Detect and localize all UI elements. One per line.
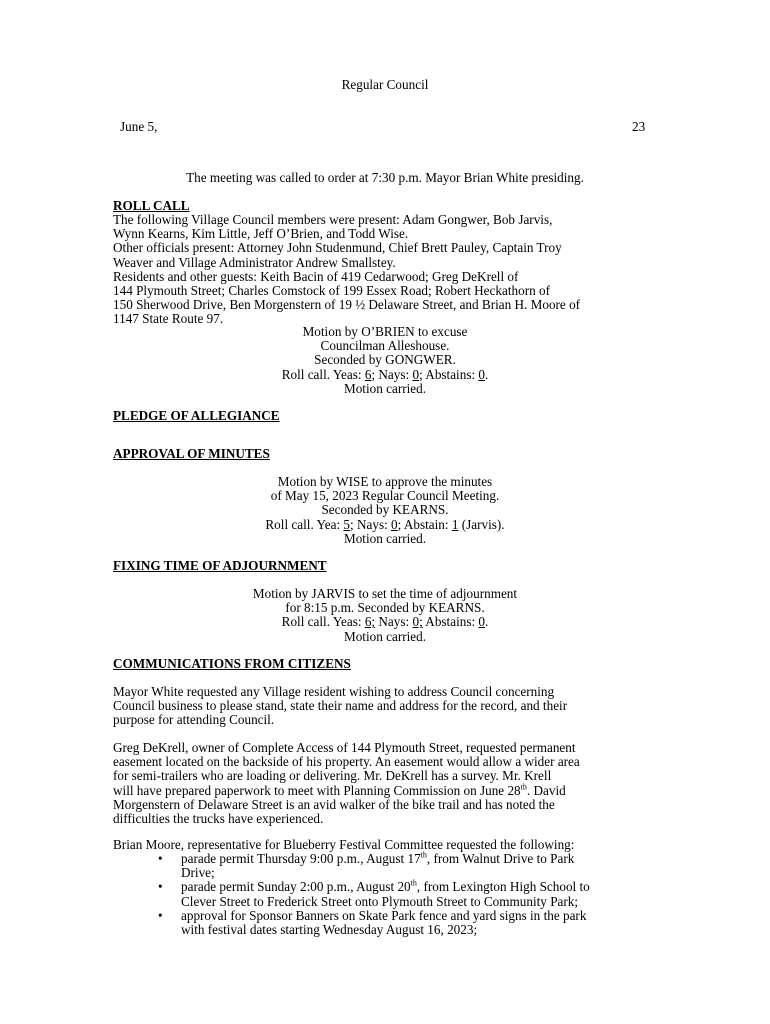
nays-count: 0 bbox=[412, 366, 420, 382]
vote-label: Abstains: bbox=[422, 614, 479, 630]
motion-line: Motion by JARVIS to set the time of adjournment bbox=[252, 586, 518, 601]
text-run: parade permit Thursday 9:00 p.m., August 17 bbox=[181, 851, 421, 866]
paragraph-line: Mayor White requested any Village resident wishing to address Council concerning bbox=[113, 684, 555, 699]
bullet-icon: • bbox=[158, 879, 163, 895]
list-item-line: Clever Street to Frederick Street onto Plymouth Street to Community Park; bbox=[181, 893, 579, 909]
festival-request-list bbox=[158, 852, 658, 937]
vote-label: Roll call. Yeas: bbox=[281, 366, 365, 382]
motion-line: Seconded by GONGWER. bbox=[314, 352, 456, 368]
document-title: Regular Council bbox=[341, 77, 429, 92]
bullet-icon: • bbox=[158, 907, 163, 923]
vote-label: ; Abstain: bbox=[397, 516, 452, 532]
roll-call-line: 1147 State Route 97. bbox=[113, 311, 224, 327]
bullet-icon: • bbox=[158, 851, 163, 866]
vote-suffix: . bbox=[485, 366, 489, 382]
vote-label: Roll call. Yea: bbox=[265, 516, 344, 532]
motion-line: Councilman Alleshouse. bbox=[320, 338, 450, 354]
yeas-count: 6; bbox=[364, 614, 376, 630]
vote-label: ; Abstains: bbox=[419, 366, 479, 382]
page-number: 23 bbox=[632, 119, 646, 134]
list-item-line: Drive; bbox=[181, 865, 215, 881]
communications-heading: COMMUNICATIONS FROM CITIZENS bbox=[113, 656, 351, 671]
pledge-heading: PLEDGE OF ALLEGIANCE bbox=[113, 408, 280, 423]
roll-call-line: The following Village Council members were present: Adam Gongwer, Bob Jarvis, bbox=[113, 212, 553, 227]
list-item bbox=[158, 880, 658, 908]
roll-call-vote bbox=[0, 518, 770, 532]
roll-call-line: Other officials present: Attorney John Studenmund, Chief Brett Pauley, Captain Troy bbox=[113, 240, 562, 256]
text-run: will have prepared paperwork to meet with Planning Commission on June 28 bbox=[113, 782, 521, 798]
list-item-line: with festival dates starting Wednesday August 16, 2023; bbox=[181, 922, 478, 938]
text-run: . David bbox=[526, 782, 566, 798]
meeting-date: June 5, bbox=[120, 119, 158, 134]
abstains-count: 0 bbox=[478, 614, 486, 630]
nays-count: 0 bbox=[391, 516, 398, 532]
motion-minutes bbox=[0, 475, 770, 546]
vote-label: Nays: bbox=[375, 614, 413, 630]
roll-call-heading: ROLL CALL bbox=[113, 198, 190, 213]
text-run: approval for Sponsor Banners on Skate Park fence and yard signs in the park bbox=[181, 907, 587, 923]
roll-call-line: 144 Plymouth Street; Charles Comstock of 199 Essex Road; Robert Heckathorn of bbox=[113, 283, 550, 299]
adjournment-heading: FIXING TIME OF ADJOURNMENT bbox=[113, 558, 327, 573]
ordinal-suffix: th bbox=[520, 782, 527, 792]
communications-paragraph-2 bbox=[113, 741, 658, 826]
roll-call-line: 150 Sherwood Drive, Ben Morgenstern of 19 ½ Delaware Street, and Brian H. Moore of bbox=[113, 297, 581, 313]
motion-result: Motion carried. bbox=[343, 380, 427, 396]
nays-count: 0; bbox=[412, 614, 423, 630]
list-item-line bbox=[181, 909, 658, 923]
paragraph-line: Morgenstern of Delaware Street is an avid walker of the bike trail and has noted the bbox=[113, 796, 555, 812]
paragraph-line: Council business to please stand, state their name and address for the record, and their bbox=[113, 698, 568, 714]
abstains-count: 1 bbox=[451, 516, 459, 532]
list-item-line bbox=[181, 880, 658, 894]
list-item bbox=[158, 852, 658, 880]
motion-result: Motion carried. bbox=[343, 628, 427, 644]
list-item bbox=[158, 909, 658, 937]
paragraph-line bbox=[113, 784, 658, 798]
vote-suffix: . bbox=[485, 614, 489, 630]
paragraph-line: difficulties the trucks have experienced. bbox=[113, 811, 324, 827]
roll-call-line: Wynn Kearns, Kim Little, Jeff O’Brien, and Todd Wise. bbox=[113, 226, 409, 242]
ordinal-suffix: th bbox=[420, 850, 427, 860]
opening-statement: The meeting was called to order at 7:30 p.m. Mayor Brian White presiding. bbox=[186, 170, 584, 185]
roll-call-vote bbox=[0, 368, 770, 382]
roll-call-vote bbox=[0, 615, 770, 629]
vote-label: ; Nays: bbox=[371, 366, 413, 382]
paragraph-line: Greg DeKrell, owner of Complete Access of 144 Plymouth Street, requested permanent bbox=[113, 740, 576, 755]
roll-call-line: Residents and other guests: Keith Bacin of 419 Cedarwood; Greg DeKrell of bbox=[113, 268, 519, 284]
motion-line: Motion by WISE to approve the minutes bbox=[277, 474, 493, 489]
communications-paragraph-1 bbox=[113, 685, 658, 728]
list-item-line bbox=[181, 852, 658, 866]
vote-suffix: (Jarvis). bbox=[458, 516, 505, 532]
roll-call-body bbox=[113, 213, 658, 327]
paragraph-line: purpose for attending Council. bbox=[113, 712, 275, 728]
yeas-count: 5 bbox=[343, 516, 351, 532]
vote-label: Roll call. Yeas: bbox=[281, 614, 365, 630]
festival-request-intro: Brian Moore, representative for Blueberry Festival Committee requested the following: bbox=[113, 837, 575, 852]
motion-line: Seconded by KEARNS. bbox=[321, 502, 449, 518]
text-run: parade permit Sunday 2:00 p.m., August 20 bbox=[181, 879, 411, 895]
ordinal-suffix: th bbox=[410, 879, 417, 889]
yeas-count: 6 bbox=[364, 366, 372, 382]
abstains-count: 0 bbox=[478, 366, 486, 382]
motion-excuse bbox=[0, 325, 770, 396]
motion-adjournment bbox=[0, 587, 770, 644]
paragraph-line: for semi-trailers who are loading or delivering. Mr. DeKrell has a survey. Mr. Krell bbox=[113, 768, 552, 784]
vote-label: ; Nays: bbox=[350, 516, 392, 532]
text-run: , from Walnut Drive to Park bbox=[426, 851, 575, 866]
paragraph-line: easement located on the backside of his property. An easement would allow a wider area bbox=[113, 754, 580, 770]
motion-line: Motion by O’BRIEN to excuse bbox=[302, 324, 468, 339]
motion-line: for 8:15 p.m. Seconded by KEARNS. bbox=[285, 600, 485, 616]
roll-call-line: Weaver and Village Administrator Andrew Smallstey. bbox=[113, 254, 396, 270]
motion-result: Motion carried. bbox=[343, 530, 427, 546]
minutes-heading: APPROVAL OF MINUTES bbox=[113, 446, 270, 461]
motion-line: of May 15, 2023 Regular Council Meeting. bbox=[270, 488, 500, 504]
text-run: , from Lexington High School to bbox=[416, 879, 590, 895]
